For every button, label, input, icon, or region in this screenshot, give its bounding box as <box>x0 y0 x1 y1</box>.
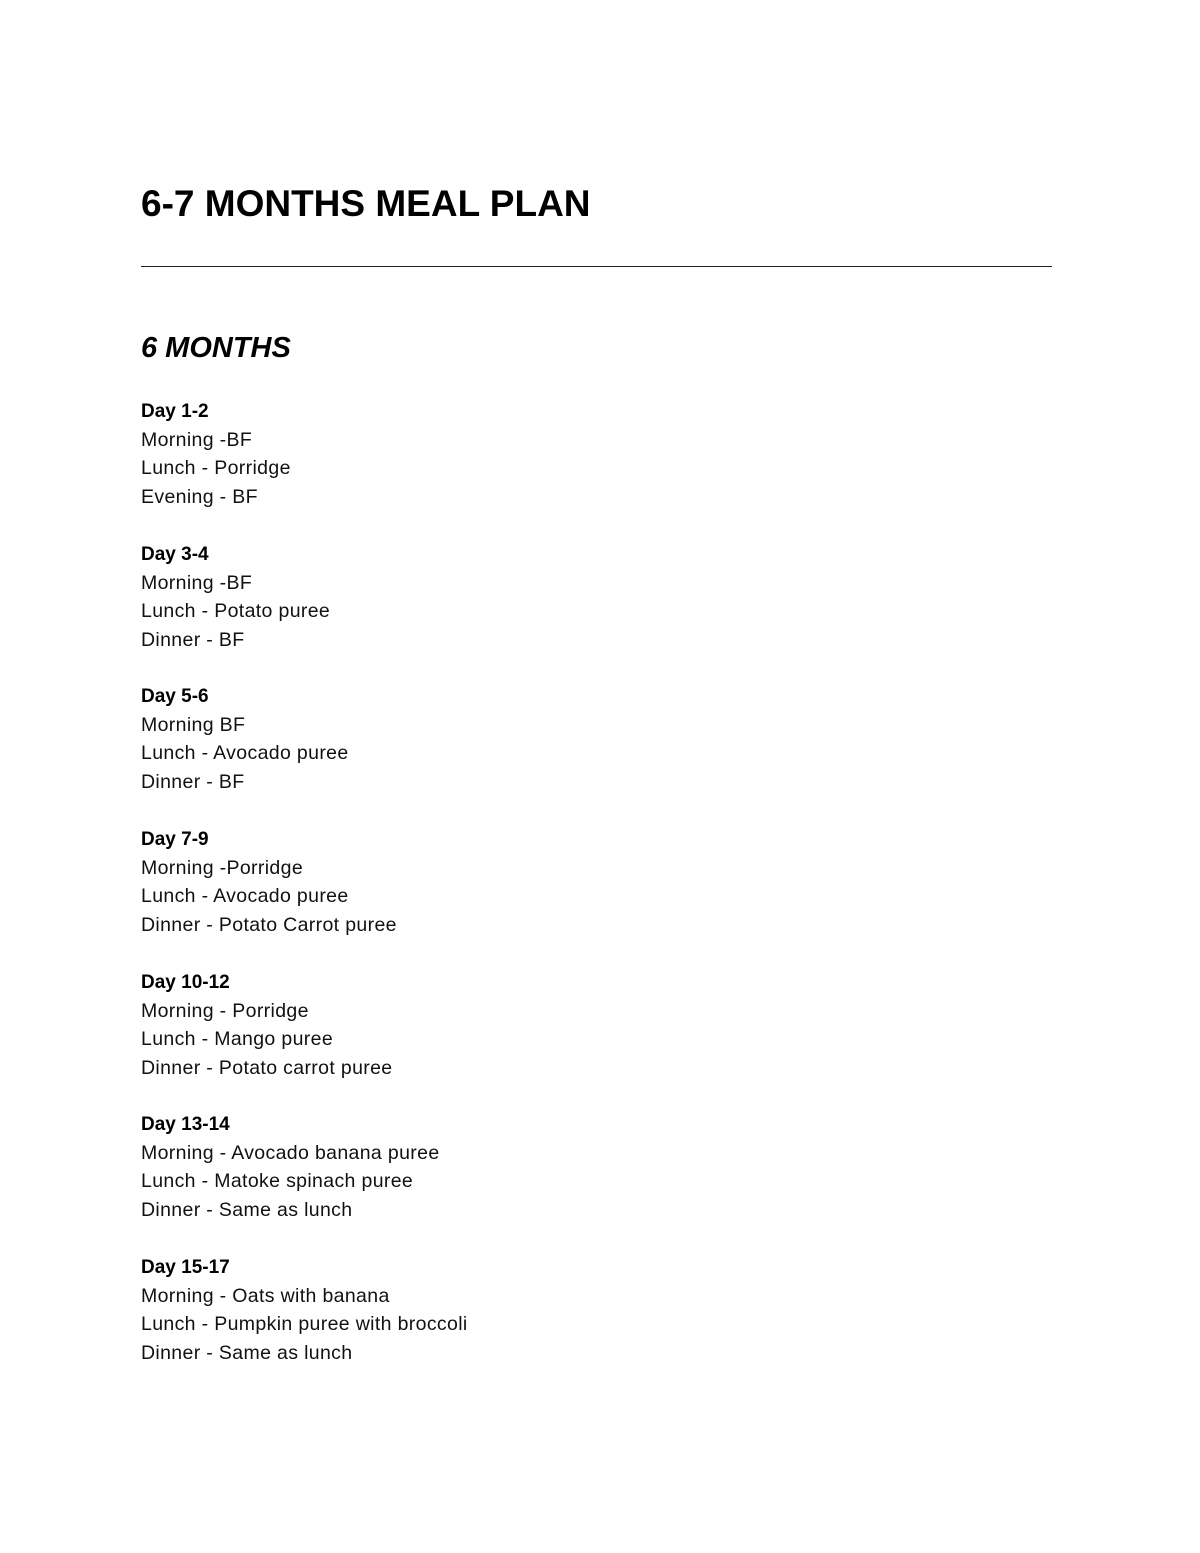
day-heading: Day 10-12 <box>141 972 230 993</box>
day-block-5-6 <box>141 682 841 796</box>
day-heading: Day 5-6 <box>141 686 209 707</box>
meal-lunch: Lunch - Matoke spinach puree <box>141 1170 414 1193</box>
meal-morning: Morning BF <box>141 714 246 736</box>
meal-morning: Morning - Avocado banana puree <box>141 1142 440 1164</box>
meal-lunch: Lunch - Potato puree <box>141 600 331 623</box>
meal-morning: Morning -BF <box>141 429 253 451</box>
day-heading: Day 13-14 <box>141 1114 230 1135</box>
meal-lunch: Lunch - Avocado puree <box>141 742 349 765</box>
meal-lunch: Lunch - Porridge <box>141 457 291 480</box>
meal-dinner: Dinner - Potato Carrot puree <box>141 913 397 936</box>
meal-morning: Morning - Porridge <box>141 1000 309 1022</box>
meal-dinner: Dinner - BF <box>141 628 245 651</box>
meal-dinner: Dinner - Same as lunch <box>141 1198 353 1221</box>
day-block-7-9 <box>141 825 841 939</box>
meal-morning: Morning -BF <box>141 572 253 594</box>
day-heading: Day 3-4 <box>141 544 209 565</box>
day-heading: Day 15-17 <box>141 1257 230 1278</box>
meal-lunch: Lunch - Mango puree <box>141 1028 334 1051</box>
section-title: 6 MONTHS <box>141 332 291 364</box>
meal-morning: Morning - Oats with banana <box>141 1285 390 1307</box>
day-heading: Day 7-9 <box>141 829 209 850</box>
day-block-13-14 <box>141 1110 841 1224</box>
day-block-3-4 <box>141 540 841 654</box>
page-title: 6-7 MONTHS MEAL PLAN <box>141 183 591 224</box>
day-heading: Day 1-2 <box>141 401 209 422</box>
meal-morning: Morning -Porridge <box>141 857 304 879</box>
meal-dinner: Dinner - Same as lunch <box>141 1341 353 1364</box>
meal-dinner: Dinner - Potato carrot puree <box>141 1056 393 1079</box>
meal-lunch: Lunch - Avocado puree <box>141 885 349 908</box>
meal-lunch: Lunch - Pumpkin puree with broccoli <box>141 1313 468 1336</box>
meal-dinner: Dinner - BF <box>141 770 245 793</box>
day-block-1-2 <box>141 397 841 511</box>
day-block-15-17 <box>141 1253 841 1367</box>
title-divider <box>141 266 1052 267</box>
meal-evening: Evening - BF <box>141 485 258 508</box>
day-block-10-12 <box>141 968 841 1082</box>
